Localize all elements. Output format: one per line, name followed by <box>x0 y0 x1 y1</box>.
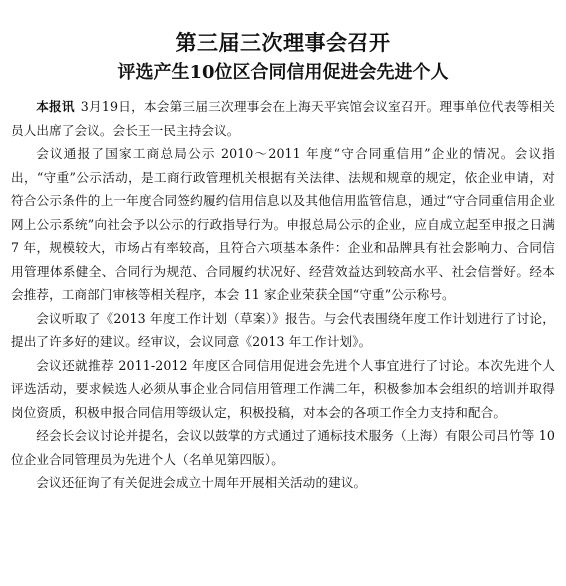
paragraph-meeting-intro <box>11 95 555 142</box>
paragraph-selection-criteria: 会议还就推荐 2011-2012 年度区合同信用促进会先进个人事宜进行了讨论。本次先进个人评选活动，要求候选人必须从事企业合同信用管理工作满二年，积极参加本会组织的培训并取得岗位资质，积极申报合同信用等级认定，积极投稿，对本会的各项工作全力支持和配合。 <box>11 357 555 420</box>
article-subtitle: 评选产生10位区合同信用促进会先进个人 <box>117 62 449 83</box>
paragraph-shouzhong-report: 会议通报了国家工商总局公示 2010～2011 年度“守合同重信用”企业的情况。会议指出，“守重”公示活动，是工商行政管理机关根据有关法律、法规和规章的规定，依企业申请，对符合公示条件的上一年度合同签约履约信用信息以及其他信用监管信息，通过“守合同重信用企业网上公示系统”向社会予以公示的行政指导行为。申报总局公示的企业，应自成立起至申报之日满 7 年，规模较大，市场占有率较高，且符合六项基本条件：企业和品牌具有社会影响力、合同信用管理体系健全、合同行为规范、合同履约状况好、经营效益达到较高水平、社会信誉好。经本会推荐，工商部门审核等相关程序，本会 11 家企业荣获全国“守重”公示称号。 <box>11 146 555 302</box>
paragraph-selection-result: 经会长会议讨论并提名，会议以鼓掌的方式通过了通标技术服务（上海）有限公司吕竹等 10 位企业合同管理员为先进个人（名单见第四版）。 <box>11 428 555 467</box>
paragraph-anniversary: 会议还征询了有关促进会成立十周年开展相关活动的建议。 <box>36 475 367 490</box>
lead-label: 本报讯 <box>36 99 75 114</box>
article-title: 第三届三次理事会召开 <box>175 30 391 55</box>
article-body <box>11 95 555 495</box>
paragraph-text: 3月19日，本会第三届三次理事会在上海天平宾馆会议室召开。理事单位代表等相关员人出席了会议。会长王一民主持会议。 <box>11 99 555 138</box>
paragraph-work-plan: 会议听取了《2013 年度工作计划（草案）》报告。与会代表围绕年度工作计划进行了讨论，提出了许多好的建议。经审议，会议同意《2013 年工作计划》。 <box>11 310 555 349</box>
